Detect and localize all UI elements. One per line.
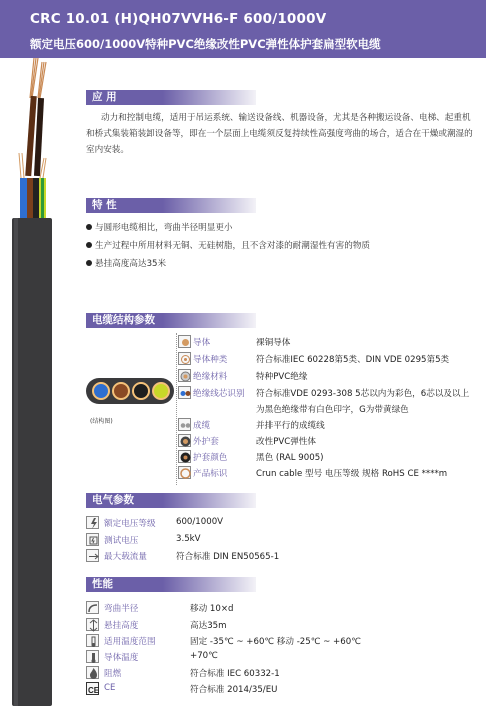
sheath-icon — [178, 434, 191, 447]
voltage-icon — [86, 516, 99, 529]
svg-text:CE: CE — [88, 686, 100, 695]
electrical-label: 测试电压 — [104, 536, 139, 546]
conductor-icon — [178, 335, 191, 348]
conductor-temp-icon — [86, 650, 99, 663]
feature-item: 与圆形电缆相比，弯曲半径明显更小 — [86, 221, 233, 233]
cable-cross-section-image — [86, 378, 174, 404]
structure-label: 产品标识 — [193, 469, 228, 479]
structure-label: 外护套 — [193, 437, 219, 447]
structure-value: 黑色 (RAL 9005) — [256, 453, 324, 463]
performance-label: 弯曲半径 — [104, 604, 139, 614]
structure-value: 裸铜导体 — [256, 338, 291, 348]
bend-radius-icon — [86, 601, 99, 614]
feature-item: 悬挂高度高达35米 — [86, 257, 166, 269]
performance-value: +70℃ — [190, 651, 218, 661]
product-title: CRC 10.01 (H)QH07VVH6-F 600/1000V — [30, 11, 327, 27]
sheath-color-icon — [178, 450, 191, 463]
structure-value: 符合标准VDE 0293-308 5芯以内为彩色，6芯以及以上 — [256, 389, 470, 399]
structure-value: 改性PVC弹性体 — [256, 437, 317, 447]
structure-value: 符合标准IEC 60228第5类、DIN VDE 0295第5类 — [256, 355, 450, 365]
structure-label: 成缆 — [193, 421, 211, 431]
hanging-height-icon — [86, 618, 99, 631]
performance-heading: 性能 — [86, 577, 256, 592]
performance-value: 固定 -35℃ ~ +60℃ 移动 -25℃ ~ +60℃ — [190, 637, 361, 647]
structure-divider — [176, 333, 177, 485]
structure-image-caption: (结构图) — [90, 418, 113, 425]
structure-value: 特种PVC绝缘 — [256, 372, 308, 382]
performance-label: 导体温度 — [104, 653, 139, 663]
performance-value: 符合标准 IEC 60332-1 — [190, 669, 280, 679]
marking-icon — [178, 466, 191, 479]
electrical-label: 最大载流量 — [104, 552, 147, 562]
electrical-value: 600/1000V — [176, 517, 224, 527]
electrical-label: 额定电压等级 — [104, 519, 156, 529]
structure-label: 护套颜色 — [193, 453, 228, 463]
performance-value: 符合标准 2014/35/EU — [190, 685, 278, 695]
cable-illustration — [0, 58, 70, 706]
electrical-value: 符合标准 DIN EN50565-1 — [176, 552, 280, 562]
product-subtitle: 额定电压600/1000V特种PVC绝缘改性PVC弹性体护套扁型软电缆 — [30, 37, 381, 51]
core-id-icon — [178, 386, 191, 399]
performance-label: CE — [104, 683, 116, 693]
structure-heading: 电缆结构参数 — [86, 313, 256, 328]
stranding-icon — [178, 418, 191, 431]
features-heading: 特 性 — [86, 198, 256, 213]
conductor-type-icon — [178, 352, 191, 365]
performance-label: 适用温度范围 — [104, 637, 156, 647]
performance-label: 阻燃 — [104, 669, 122, 679]
structure-label: 绝缘线芯识别 — [193, 389, 245, 399]
performance-label: 悬挂高度 — [104, 621, 139, 631]
electrical-value: 3.5kV — [176, 534, 201, 544]
feature-item: 生产过程中所用材料无铜、无硅树脂，且不含对漆的耐潮湿性有害的物质 — [86, 239, 370, 251]
structure-label: 导体 — [193, 338, 211, 348]
structure-value: Crun cable 型号 电压等级 规格 RoHS CE ****m — [256, 469, 448, 479]
structure-value: 并排平行的成缆线 — [256, 421, 325, 431]
header-banner — [0, 0, 486, 58]
current-icon — [86, 549, 99, 562]
insulation-icon — [178, 369, 191, 382]
performance-value: 高达35m — [190, 621, 227, 631]
performance-value: 移动 10×d — [190, 604, 234, 614]
test-voltage-icon — [86, 533, 99, 546]
structure-label: 绝缘材料 — [193, 372, 228, 382]
temperature-range-icon — [86, 634, 99, 647]
structure-value-continued: 为黑色绝缘带有白色印字，G为带黄绿色 — [256, 405, 409, 415]
application-heading: 应 用 — [86, 90, 256, 105]
ce-icon — [86, 682, 99, 695]
electrical-heading: 电气参数 — [86, 493, 256, 508]
flame-icon — [86, 666, 99, 679]
application-text: 动力和控制电缆，适用于吊运系统、输送设备线、机器设备，尤其是各种搬运设备、电梯、起重机和桥式集装箱装卸设备等，即在一个层面上电缆须反复持续性高强度弯曲的场合，适合在干燥或潮湿的室内安装。 — [86, 113, 473, 155]
structure-label: 导体种类 — [193, 355, 228, 365]
